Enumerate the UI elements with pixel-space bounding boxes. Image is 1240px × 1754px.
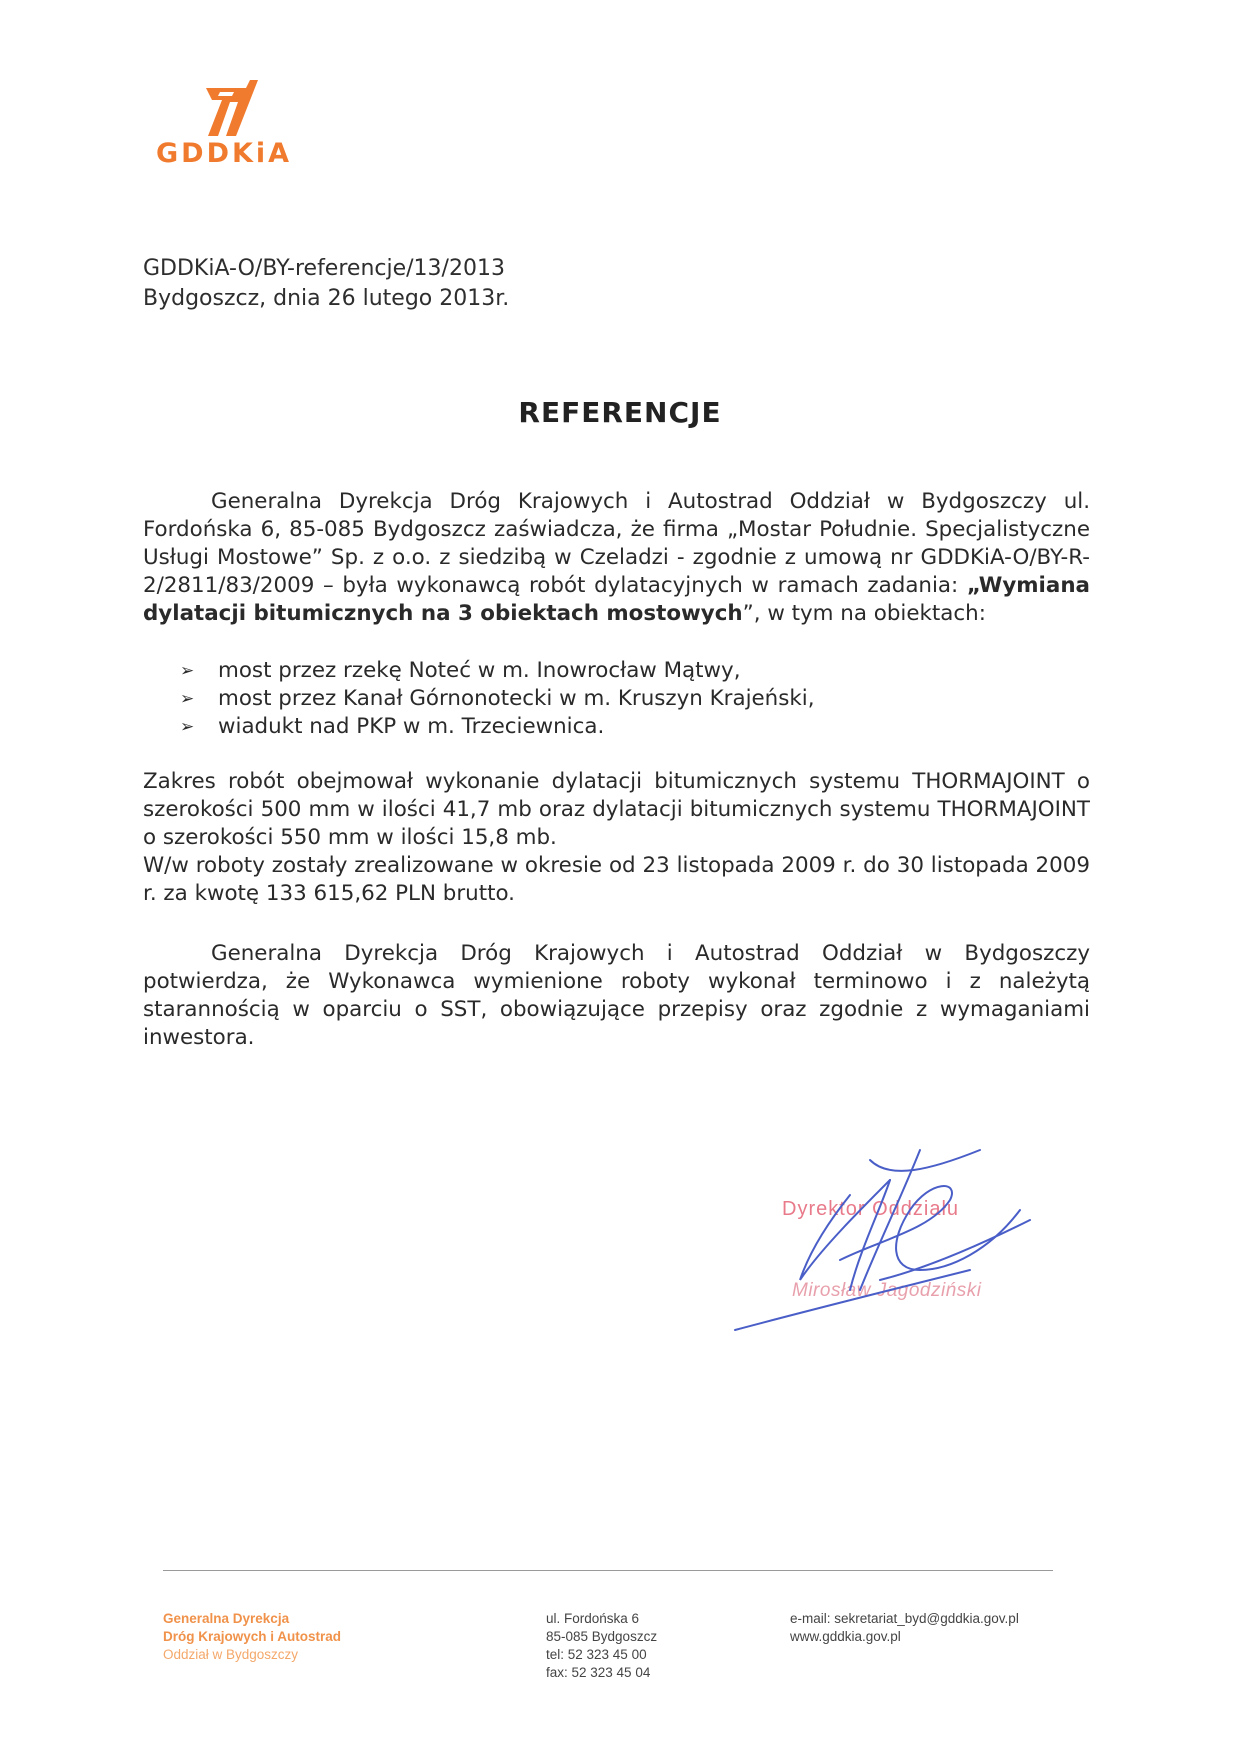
place-date: Bydgoszcz, dnia 26 lutego 2013r. [143,286,510,311]
reference-number: GDDKiA-O/BY-referencje/13/2013 [143,256,505,281]
paragraph-1-text: Generalna Dyrekcja Dróg Krajowych i Autostrad Oddział w Bydgoszczy ul. Fordońska 6, 85-085 Bydgoszcz zaświadcza, że firma „Mostar Południe. Specjalistyczne Usługi Mostowe” Sp. z o.o. z siedzibą w Czeladzi - zgodnie z umową nr GDDKiA-O/BY-R-2/2811/83/2009 – była wykonawcą robót dylatacyjnych w ramach zadania: [143,489,1090,598]
document-title: REFERENCJE [518,396,722,429]
road-logo-icon [200,80,260,136]
phone-number: tel: 52 323 45 00 [546,1647,647,1662]
paragraph-1 [143,488,1090,628]
footer-organization: Generalna Dyrekcja Dróg Krajowych i Autostrad Oddział w Bydgoszczy [163,1611,342,1662]
email-address: e-mail: sekretariat_byd@gddkia.gov.pl [790,1611,1019,1626]
footer-contact [790,1610,1019,1646]
objects-list [180,657,815,741]
arrow-bullet-icon: ➢ [180,689,195,709]
scope-of-works: Zakres robót obejmował wykonanie dylatacji bitumicznych systemu THORMAJOINT o szerokości 500 mm w ilości 41,7 mb oraz dylatacji bitumicznych systemu THORMAJOINT o szerokości 550 mm w ilości 15,8 mb. [143,769,1090,850]
paragraph-1-tail: ”, w tym na obiektach: [742,601,986,626]
confirmation-text: Generalna Dyrekcja Dróg Krajowych i Autostrad Oddział w Bydgoszczy potwierdza, że Wykonawca wymienione roboty wykonał terminowo i z należytą starannością w oparciu o SST, obowiązujące przepisy oraz zgodnie z wymaganiami inwestora. [143,941,1090,1050]
signatory-role: Dyrektor Oddziału [782,1198,960,1220]
task-name: „Wymiana dylatacji bitumicznych na 3 obiektach mostowych [143,573,1090,626]
fax-number: fax: 52 323 45 04 [546,1665,651,1680]
footer-address: ul. Fordońska 6 85-085 Bydgoszcz tel: 52 323 45 00 fax: 52 323 45 04 [546,1611,658,1680]
paragraph-3 [143,940,1090,1052]
website-link: www.gddkia.gov.pl [790,1629,901,1644]
signature-block [730,1140,1060,1340]
paragraph-2 [143,768,1090,908]
footer-divider [163,1570,1053,1571]
list-item: ➢ wiadukt nad PKP w m. Trzeciewnica. [180,714,605,739]
period-and-amount: W/w roboty zostały zrealizowane w okresie od 23 listopada 2009 r. do 30 listopada 2009 r. za kwotę 133 615,62 PLN brutto. [143,853,1090,906]
reference-header [143,254,509,314]
list-item: ➢ most przez Kanał Górnonotecki w m. Kruszyn Krajeński, [180,686,815,711]
list-item: ➢ most przez rzekę Noteć w m. Inowrocław Mątwy, [180,658,741,683]
handwritten-signature-icon [730,1140,1060,1340]
arrow-bullet-icon: ➢ [180,717,195,737]
arrow-bullet-icon: ➢ [180,661,195,681]
signatory-name: Mirosław Jagodziński [792,1280,982,1301]
logo-text: GDDKiA [156,138,293,169]
